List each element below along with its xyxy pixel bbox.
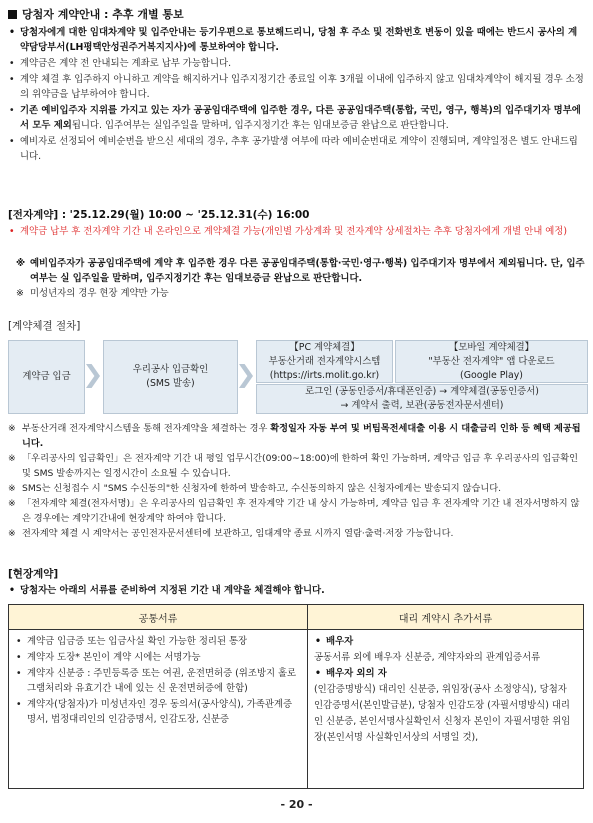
pc-contract-box: 【PC 계약체결】 부동산거래 전자계약시스템 (https://irts.molit.go.kr) — [256, 340, 393, 383]
table-header: 대리 계약시 추가서류 — [308, 605, 584, 630]
proxy-docs: (인감증명방식) 대리인 신분증, 위임장(공사 소정양식), 당첨자 인감증명서(본인발급분), 당첨자 인감도장 (자필서명방식) 대리인 신분증, 본인서명사실확인서 신청자 본인이 자필서명한 위임장(본인서명 사실확인서상의 서명일 것), — [314, 684, 571, 743]
arrow-right-icon — [239, 364, 253, 388]
list-item: • 당첨자에게 대한 임대차계약 및 입주안내는 등기우편으로 통보해드리니, 당첨 후 주소 및 전화번호 변동이 있을 때에는 반드시 공사의 계약담당부서(LH평택안성권주거복지지사)에 통보하여야 합니다. — [8, 25, 586, 55]
e-contract-list — [8, 224, 586, 240]
list-item: • 계약금은 계약 전 안내되는 계좌로 납부 가능합니다. — [8, 56, 586, 71]
list-item: • 계약자 신분증 : 주민등록증 또는 여권, 운전면허증 (위조방지 홀로그램처리와 유효기간 내에 있는 신 운전면허증에 한함) — [15, 666, 301, 696]
onsite-title: [현장계약] — [8, 568, 59, 580]
list-item: • 배우자 외의 자 — [314, 666, 577, 681]
page-number: - 20 - — [280, 798, 313, 811]
list-item: • 계약금 납부 후 전자계약 기간 내 온라인으로 계약체결 가능(개인별 가상계좌 및 전자계약 상세절차는 추후 당첨자에게 개별 안내 예정) — [8, 224, 586, 239]
list-item: • 계약자(당첨자)가 미성년자인 경우 동의서(공사양식), 가족관계증명서, 법정대리인의 인감증명서, 인감도장, 신분증 — [15, 697, 301, 727]
process-title: [계약체결 절차] — [8, 320, 81, 332]
black-square-icon — [8, 10, 17, 19]
spouse-docs: 공동서류 외에 배우자 신분증, 계약자와의 관계입증서류 — [314, 652, 541, 663]
e-contract-notes — [16, 256, 586, 301]
note-item: ※ 미성년자의 경우 현장 계약만 가능 — [16, 286, 586, 301]
note-item: ※ SMS는 신청접수 시 "SMS 수신동의"한 신청자에 한하여 발송하고, 수신동의하지 않은 신청자에게는 발송되지 않습니다. — [8, 481, 586, 496]
note-item: ※ 「우리공사의 입금확인」은 전자계약 기간 내 평일 업무시간(09:00~18:00)에 한하여 확인 가능하며, 계약금 입금 후 우리공사의 입금확인 및 SMS 발송까지는 일정시간이 소요될 수 있습니다. — [8, 451, 586, 481]
arrow-right-icon — [86, 364, 100, 388]
process-notes — [8, 421, 586, 541]
table-cell — [308, 630, 584, 789]
list-item: • 계약금 입금증 또는 입금사실 확인 가능한 정리된 통장 — [15, 634, 301, 649]
list-item: • 계약 체결 후 입주하지 아니하고 계약을 해지하거나 입주지정기간 종료일 이후 3개월 이내에 입주하지 않고 임대차계약이 해지될 경우 소정의 위약금을 납부하여야 합니다. — [8, 72, 586, 102]
list-item: • 계약자 도장* 본인이 계약 시에는 서명가능 — [15, 650, 301, 665]
table-cell — [9, 630, 308, 789]
documents-table — [8, 604, 584, 789]
section1-list — [8, 25, 586, 165]
e-contract-heading: [전자계약] : '25.12.29(월) 10:00 ~ '25.12.31(수) 16:00 — [8, 209, 310, 221]
note-item: ※ 예비입주자가 공공임대주택에 계약 후 입주한 경우 다른 공공임대주택(통합·국민·영구·행복) 입주대기자 명부에서 제외됩니다. 단, 입주여부는 실 입주일을 말하며, 입주지정기간 후는 임대보증금 완납으로 판단합니다. — [16, 256, 586, 286]
table-header: 공통서류 — [9, 605, 308, 630]
note-item: ※ 부동산거래 전자계약시스템을 통해 전자계약을 체결하는 경우 확정일자 자동 부여 및 버팀목전세대출 이용 시 대출금리 인하 등 혜택 제공됩니다. — [8, 421, 586, 451]
step-deposit: 계약금 입금 — [8, 340, 85, 414]
section1-title: 당첨자 계약안내 : 추후 개별 통보 — [8, 6, 184, 22]
list-item: • 예비자로 선정되어 예비순번을 받으신 세대의 경우, 추후 공가발생 여부에 따라 예비순번대로 계약이 진행되며, 계약일정은 별도 안내드립니다. — [8, 134, 586, 164]
login-signing-box: 로그인 (공동인증서/휴대폰인증) → 계약체결(공동인증서) → 계약서 출력, 보관(공동전자문서센터) — [256, 384, 588, 414]
mobile-contract-box: 【모바일 계약체결】 "부동산 전자계약" 앱 다운로드 (Google Play) — [395, 340, 588, 383]
note-item: ※ 전자계약 체결 시 계약서는 공인전자문서센터에 보관하고, 임대계약 종료 시까지 열람·출력·저장 가능합니다. — [8, 526, 586, 541]
list-item: • 기존 예비입주자 지위를 가지고 있는 자가 공공임대주택에 입주한 경우, 다른 공공임대주택(통합, 국민, 영구, 행복)의 입주대기자 명부에서 모두 제외됩니다. 입주여부는 실입주일을 말하며, 입주지정기간 후는 임대보증금 완납으로 판단합니다. — [8, 103, 586, 133]
list-item: • 배우자 — [314, 634, 577, 649]
note-item: ※ 「전자계약 체결(전자서명)」은 우리공사의 입금확인 후 전자계약 기간 내 상시 가능하며, 계약금 입금 후 전자계약 기간 내 전자서명하지 않은 경우에는 계약기간내에 현장계약 하여야 합니다. — [8, 496, 586, 526]
list-item: • 당첨자는 아래의 서류를 준비하여 지정된 기간 내 계약을 체결해야 합니다. — [8, 583, 586, 598]
onsite-list — [8, 583, 586, 599]
step-confirm: 우리공사 입금확인 (SMS 발송) — [103, 340, 238, 414]
